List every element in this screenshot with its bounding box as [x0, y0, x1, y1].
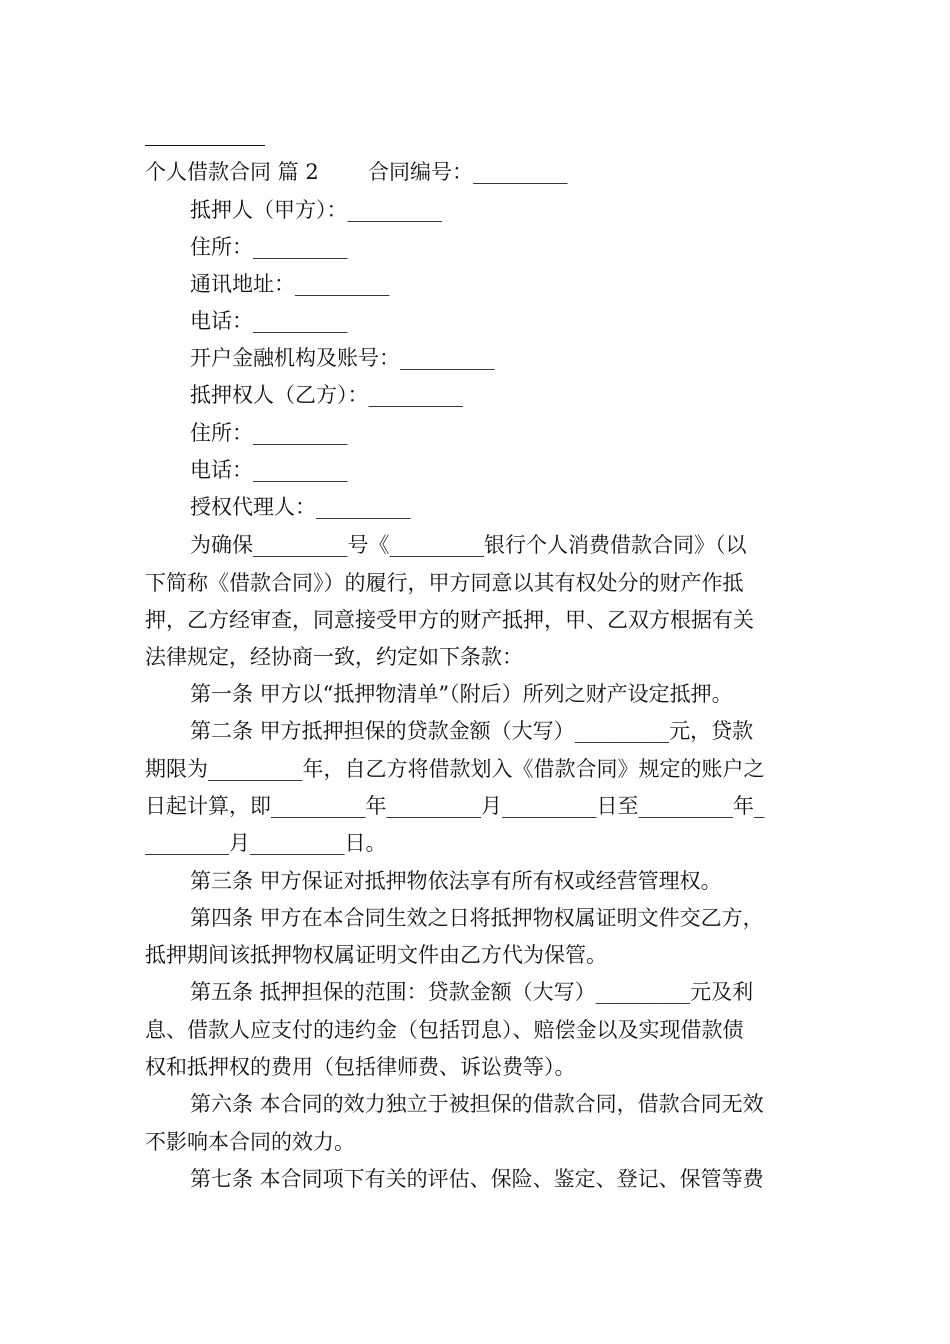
article-2-line: 期限为_________年，自乙方将借款划入《借款合同》规定的账户之 — [145, 757, 765, 781]
preamble-line: 为确保_________号《_________银行个人消费借款合同》（以 — [190, 533, 747, 557]
pledgee-phone-line: 电话：_________ — [190, 458, 348, 482]
article-5-line: 权和抵押权的费用（包括律师费、诉讼费等）。 — [145, 1055, 576, 1079]
article-2-line: ________月_________日。 — [145, 831, 387, 855]
preamble-line: 押，乙方经审查，同意接受甲方的财产抵押，甲、乙双方根据有关 — [145, 608, 754, 632]
article-7-line: 第七条 本合同项下有关的评估、保险、鉴定、登记、保管等费 — [190, 1167, 764, 1191]
preamble-line: 法律规定，经协商一致，约定如下条款： — [145, 645, 523, 669]
pledgor-bank-line: 开户金融机构及账号：_________ — [190, 346, 495, 370]
pledgor-line: 抵押人（甲方）：_________ — [190, 198, 442, 222]
article-5-line: 息、借款人应支付的违约金（包括罚息）、赔偿金以及实现借款债 — [145, 1018, 744, 1042]
article-4-line: 抵押期间该抵押物权属证明文件由乙方代为保管。 — [145, 943, 607, 967]
article-2-line: 第二条 甲方抵押担保的贷款金额（大写）_________元，贷款 — [190, 719, 754, 743]
article-4-line: 第四条 甲方在本合同生效之日将抵押物权属证明文件交乙方， — [190, 906, 764, 930]
article-5-line: 第五条 抵押担保的范围：贷款金额（大写）_________元及利 — [190, 980, 754, 1004]
article-6-line: 第六条 本合同的效力独立于被担保的借款合同，借款合同无效 — [190, 1092, 764, 1116]
contract-number: 合同编号：_________ — [368, 160, 568, 184]
pledgee-line: 抵押权人（乙方）：_________ — [190, 383, 463, 407]
doc-title: 个人借款合同 篇 2 — [145, 160, 319, 184]
article-6-line: 不影响本合同的效力。 — [145, 1130, 355, 1154]
article-3: 第三条 甲方保证对抵押物依法享有所有权或经营管理权。 — [190, 869, 722, 893]
preamble-line: 下简称《借款合同》）的履行，甲方同意以其有权处分的财产作抵 — [145, 571, 744, 595]
authorized-agent-line: 授权代理人：_________ — [190, 495, 411, 519]
article-1: 第一条 甲方以“抵押物清单”（附后）所列之财产设定抵押。 — [190, 682, 733, 706]
pledgee-address-line: 住所：_________ — [190, 421, 348, 445]
pledgor-mailing-line: 通讯地址：_________ — [190, 272, 390, 296]
pledgor-phone-line: 电话：_________ — [190, 309, 348, 333]
article-2-line: 日起计算，即_________年_________月_________日至_________年_ — [145, 794, 765, 818]
pledgor-address-line: 住所：_________ — [190, 235, 348, 259]
top-rule — [145, 145, 265, 146]
